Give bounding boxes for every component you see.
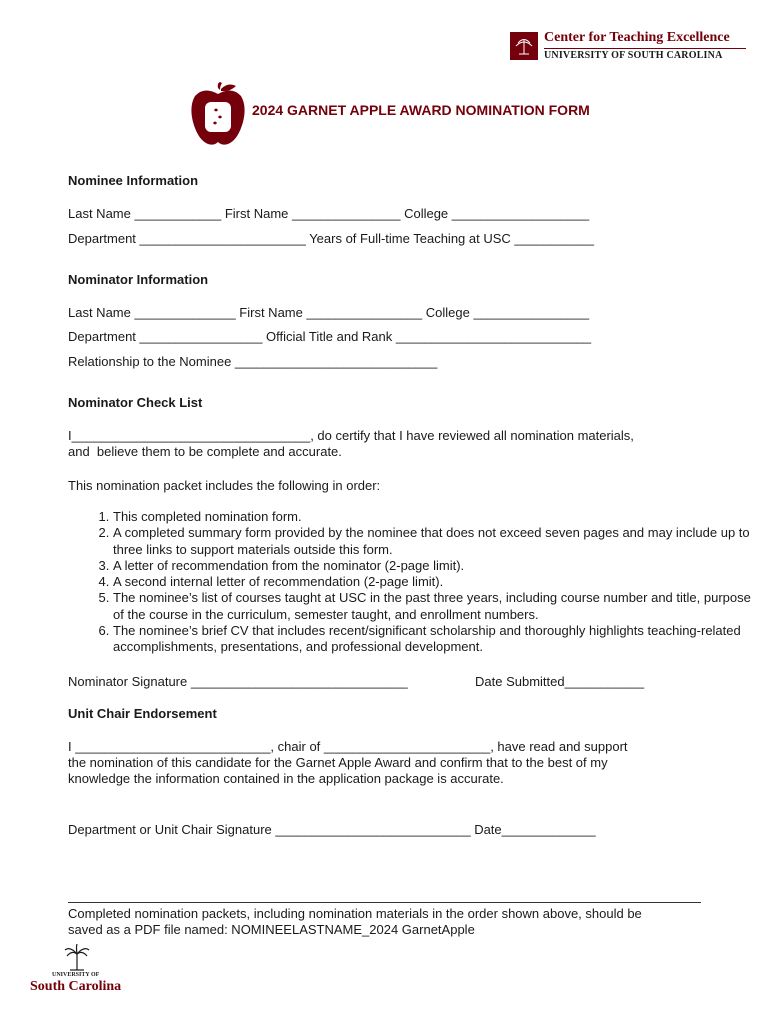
list-item: 5. The nominee’s list of courses taught at USC in the past three years, including course number and title, purpose of the course in the curriculum, semester taught, and enrollment numbers. <box>113 590 753 623</box>
nominee-heading: Nominee Information <box>68 173 199 188</box>
list-item: 1. This completed nomination form. <box>113 509 753 525</box>
usc-logo-univ: UNIVERSITY OF <box>52 972 100 978</box>
cte-logo <box>510 30 750 62</box>
list-item: 4. A second internal letter of recommendation (2-page limit). <box>113 574 753 590</box>
footer-divider <box>68 902 701 903</box>
nominee-line-names: Last Name ____________ First Name _______________ College ___________________ <box>68 206 590 221</box>
unit-chair-signature-line: Department or Unit Chair Signature ___________________________ Date_____________ <box>68 822 596 837</box>
cte-logo-rule <box>544 48 746 49</box>
form-title: 2024 GARNET APPLE AWARD NOMINATION FORM <box>252 102 590 118</box>
unit-chair-line-2: the nomination of this candidate for the Garnet Apple Award and confirm that to the best of my <box>68 755 608 770</box>
cte-logo-mark <box>510 32 538 60</box>
cte-logo-title: Center for Teaching Excellence <box>544 30 730 45</box>
certify-line-2: and believe them to be complete and accurate. <box>68 444 342 459</box>
unit-chair-line-3: knowledge the information contained in the application package is accurate. <box>68 771 504 786</box>
cte-logo-subtitle: UNIVERSITY OF SOUTH CAROLINA <box>544 50 723 61</box>
footer-note-line-1: Completed nomination packets, including nomination materials in the order shown above, should be <box>68 906 642 921</box>
unit-chair-heading: Unit Chair Endorsement <box>68 706 217 721</box>
checklist-intro: This nomination packet includes the following in order: <box>68 478 381 493</box>
list-item: 3. A letter of recommendation from the nominator (2-page limit). <box>113 558 753 574</box>
nominator-line-department: Department _________________ Official Title and Rank ___________________________ <box>68 329 592 344</box>
list-item: 6. The nominee’s brief CV that includes recent/significant scholarship and thoroughly highlights teaching-related accomplishments, presentations, and professional development. <box>113 623 753 656</box>
nominator-heading: Nominator Information <box>68 272 209 287</box>
nominator-signature-line: Nominator Signature ______________________________ <box>68 674 408 689</box>
apple-icon <box>190 82 246 146</box>
footer-note-line-2: saved as a PDF file named: NOMINEELASTNAME_2024 GarnetApple <box>68 922 475 937</box>
nominator-line-relationship: Relationship to the Nominee ____________________________ <box>68 354 438 369</box>
nominee-line-department: Department _______________________ Years of Full-time Teaching at USC ___________ <box>68 231 594 246</box>
list-item: 2. A completed summary form provided by the nominee that does not exceed seven pages and may include up to three links to support materials outside this form. <box>113 525 753 558</box>
palmetto-icon <box>64 944 90 972</box>
certify-line-1: I_________________________________, do certify that I have reviewed all nomination materials, <box>68 428 634 443</box>
unit-chair-line-1: I ___________________________, chair of _______________________, have read and support <box>68 739 628 754</box>
checklist-items <box>68 509 753 656</box>
usc-logo-name: South Carolina <box>30 979 122 994</box>
date-submitted-line: Date Submitted___________ <box>475 674 645 689</box>
nominator-line-names: Last Name ______________ First Name ________________ College ________________ <box>68 305 590 320</box>
checklist-heading: Nominator Check List <box>68 395 203 410</box>
